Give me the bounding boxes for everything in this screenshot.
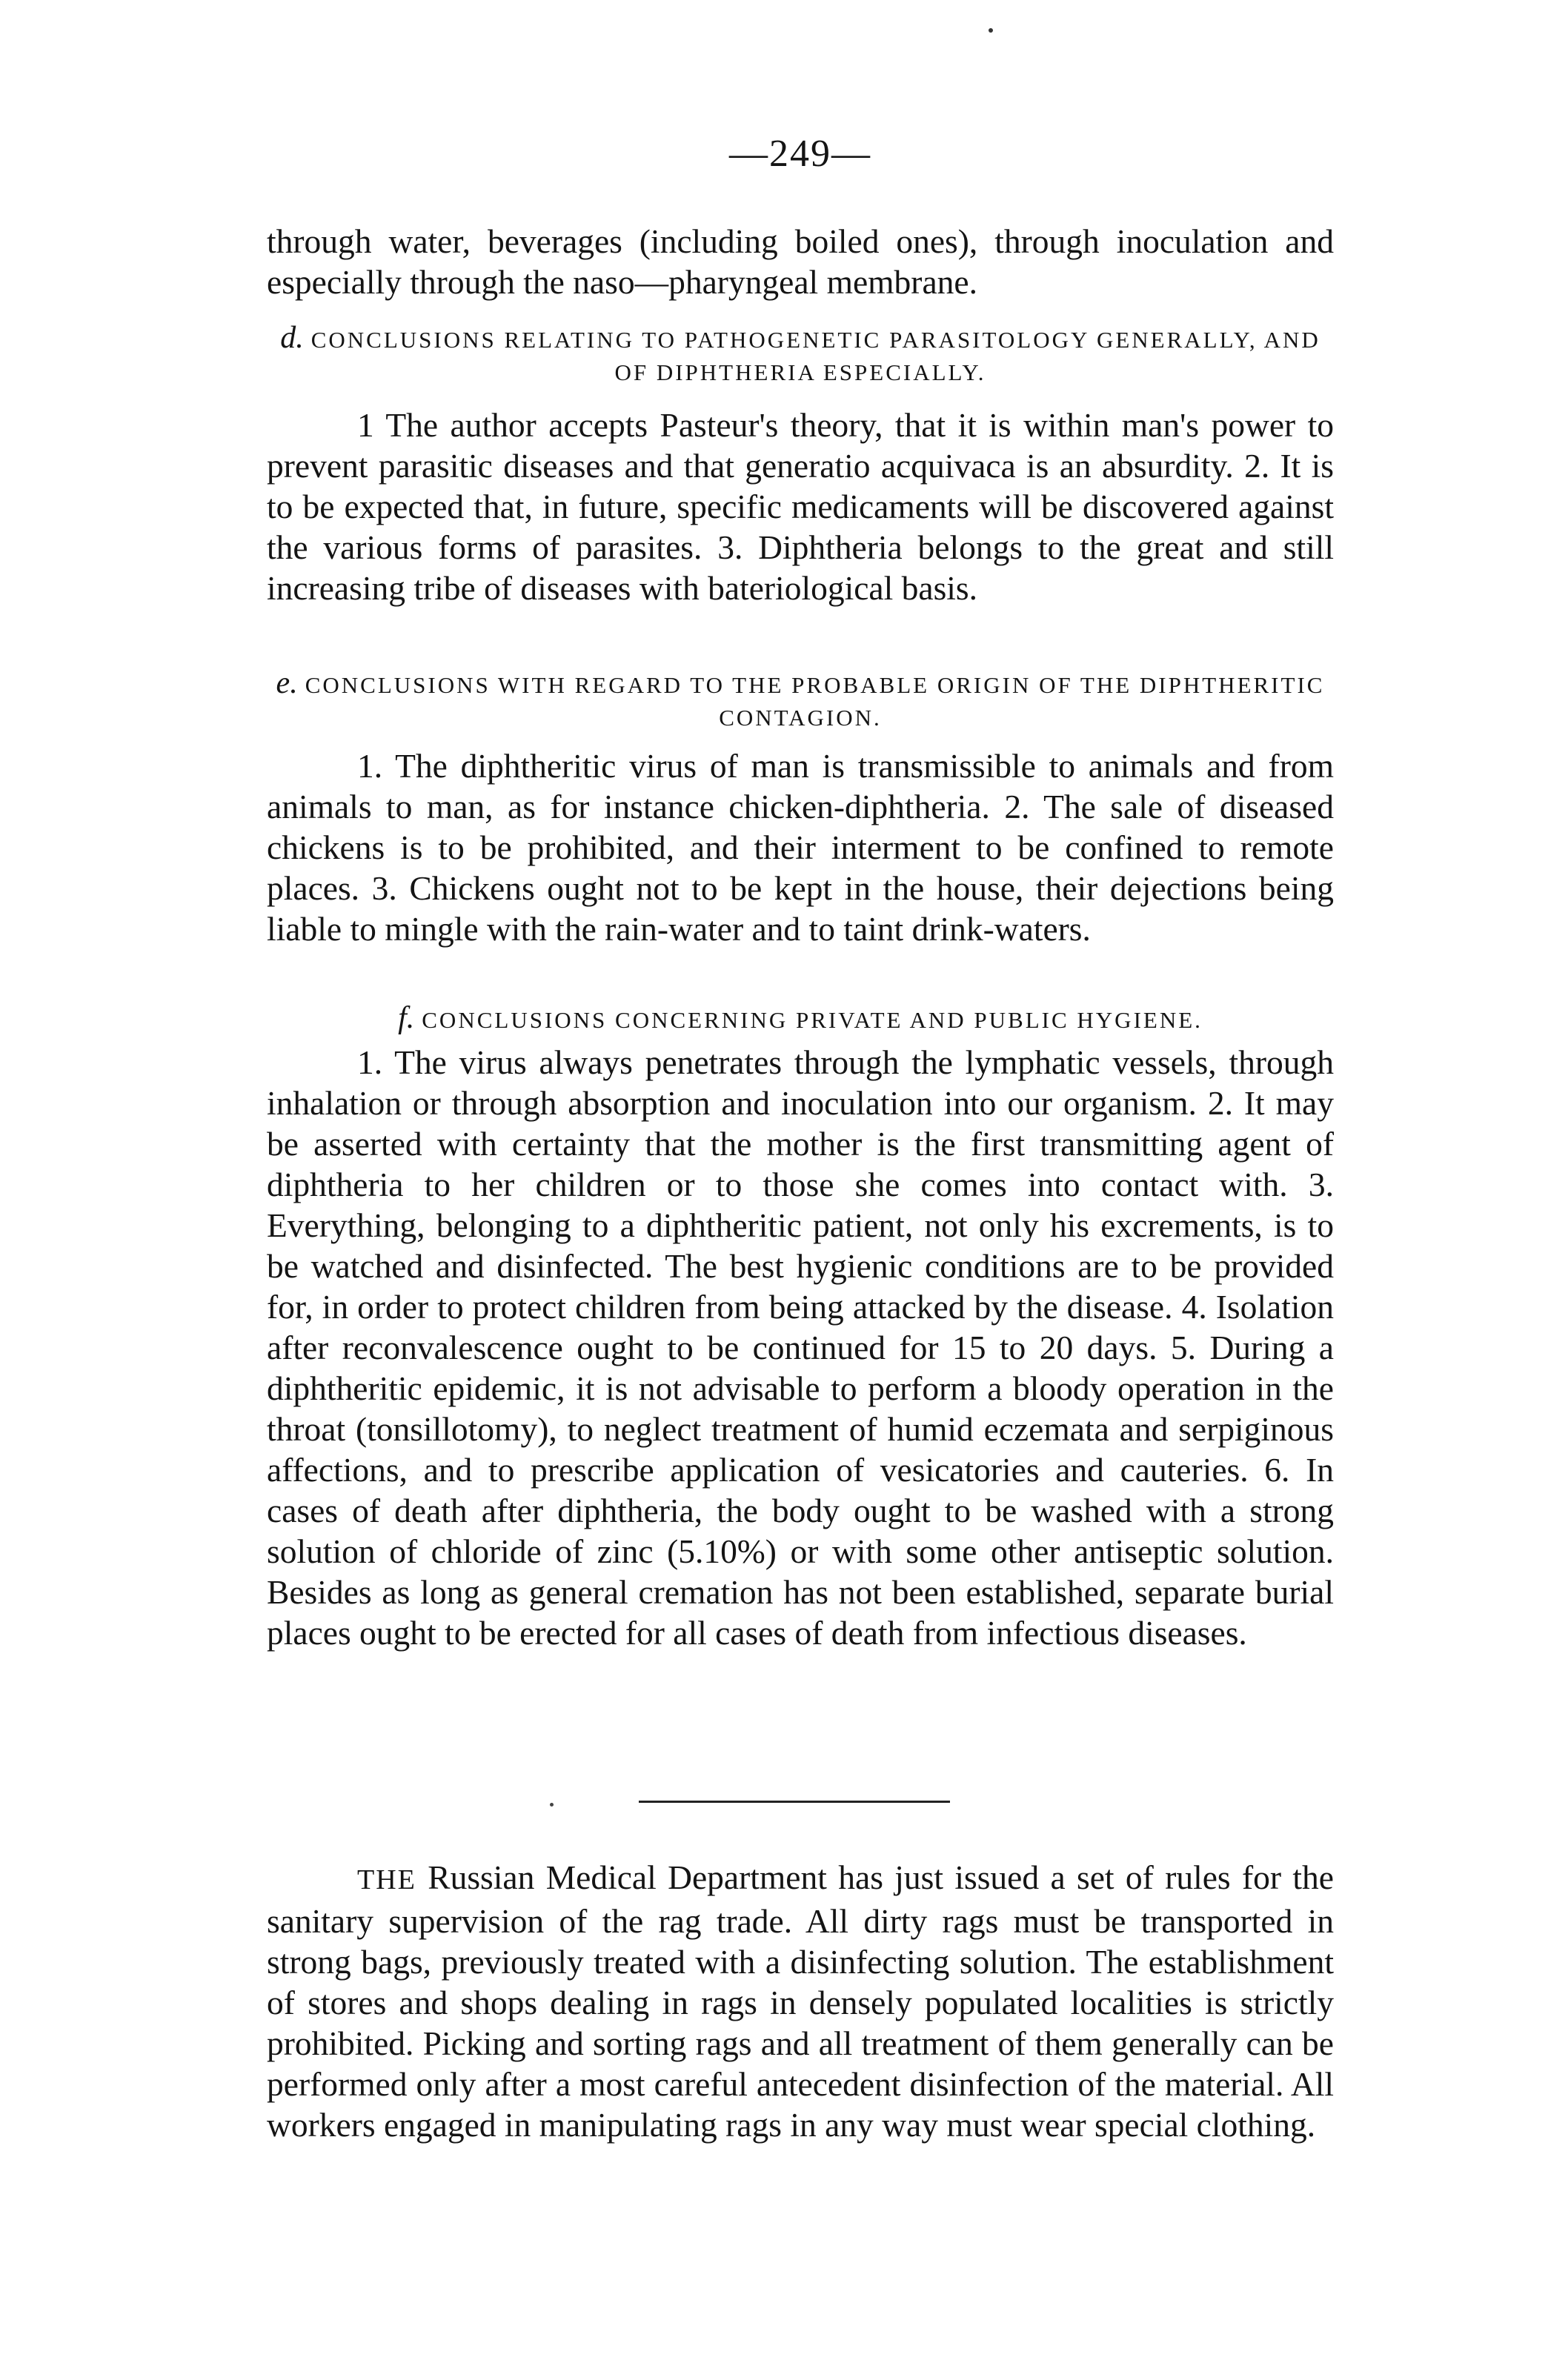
section-f-heading-text: CONCLUSIONS CONCERNING PRIVATE AND PUBLIC HYGIENE. xyxy=(422,1007,1203,1033)
divider-dot xyxy=(550,1803,554,1807)
intro-paragraph: through water, beverages (including boiled ones), through inoculation and especially through the naso—pharyngeal membrane. xyxy=(267,222,1334,301)
section-divider xyxy=(639,1801,950,1803)
section-d-letter: d. xyxy=(280,321,304,355)
closing-paragraph xyxy=(267,1857,1334,2145)
closing-body: Russian Medical Department has just issued a set of rules for the sanitary supervision of the rag trade. All dirty rags must be transported in strong bags, previously treated with a disinfecting solution. The establishment of stores and shops dealing in rags in densely populated localities is strictly prohibited. Picking and sorting rags and all treatment of them generally can be performed only after a most careful antecedent disinfection of the material. All workers engaged in manipulating rags in any way must wear special clothing. xyxy=(267,1858,1334,2144)
print-speck xyxy=(989,28,993,33)
section-e-letter: e. xyxy=(276,666,298,700)
section-d-body: 1 The author accepts Pasteur's theory, that it is within man's power to prevent parasitic diseases and that generatio acquivaca is an absurdity. 2. It is to be expected that, in future, specific medicaments will be discovered against the various forms of parasites. 3. Diphtheria belongs to the great and still increasing tribe of diseases with bateriological basis. xyxy=(267,406,1334,607)
section-f-body: 1. The virus always penetrates through the lymphatic vessels, through inhalation or through absorption and inoculation into our organism. 2. It may be asserted with certainty that the mother is the first transmitting agent of diphtheria to her children or to those she comes into contact with. 3. Everything, belonging to a diphtheritic patient, not only his excrements, is to be watched and disinfected. The best hygienic conditions are to be provided for, in order to protect children from being attacked by the disease. 4. Isolation after reconvalescence ought to be continued for 15 to 20 days. 5. During a diphtheritic epidemic, it is not advisable to perform a bloody operation in the throat (tonsillotomy), to neglect treatment of humid eczemata and serpiginous affections, and to prescribe application of vesicatories and cauteries. 6. In cases of death after diphtheria, the body ought to be washed with a strong solution of chloride of zinc (5.10%) or with some other antiseptic solution. Besides as long as general cremation has not been established, separate burial places ought to be erected for all cases of death from infectious diseases. xyxy=(267,1043,1334,1652)
section-e-body: 1. The diphtheritic virus of man is transmissible to animals and from animals to man, as for instance chicken-diphtheria. 2. The sale of diseased chickens is to be prohibited, and their interment to be confined to remote places. 3. Chickens ought not to be kept in the house, their dejections being liable to mingle with the rain-water and to taint drink-waters. xyxy=(267,747,1334,948)
section-f-letter: f. xyxy=(398,1001,415,1035)
section-f-heading xyxy=(267,1002,1334,1037)
section-e-heading xyxy=(267,667,1334,734)
closing-lead-word: THE xyxy=(357,1864,416,1895)
book-page xyxy=(267,0,1334,2363)
section-d-heading-text: CONCLUSIONS RELATING TO PATHOGENETIC PARASITOLOGY GENERALLY, AND OF DIPHTHERIA ESPECIALLY. xyxy=(310,327,1320,385)
section-e-heading-text: CONCLUSIONS WITH REGARD TO THE PROBABLE ORIGIN OF THE DIPHTHERITIC CONTAGION. xyxy=(305,672,1325,731)
section-d-heading xyxy=(267,322,1334,389)
page-number: —249— xyxy=(729,133,871,175)
